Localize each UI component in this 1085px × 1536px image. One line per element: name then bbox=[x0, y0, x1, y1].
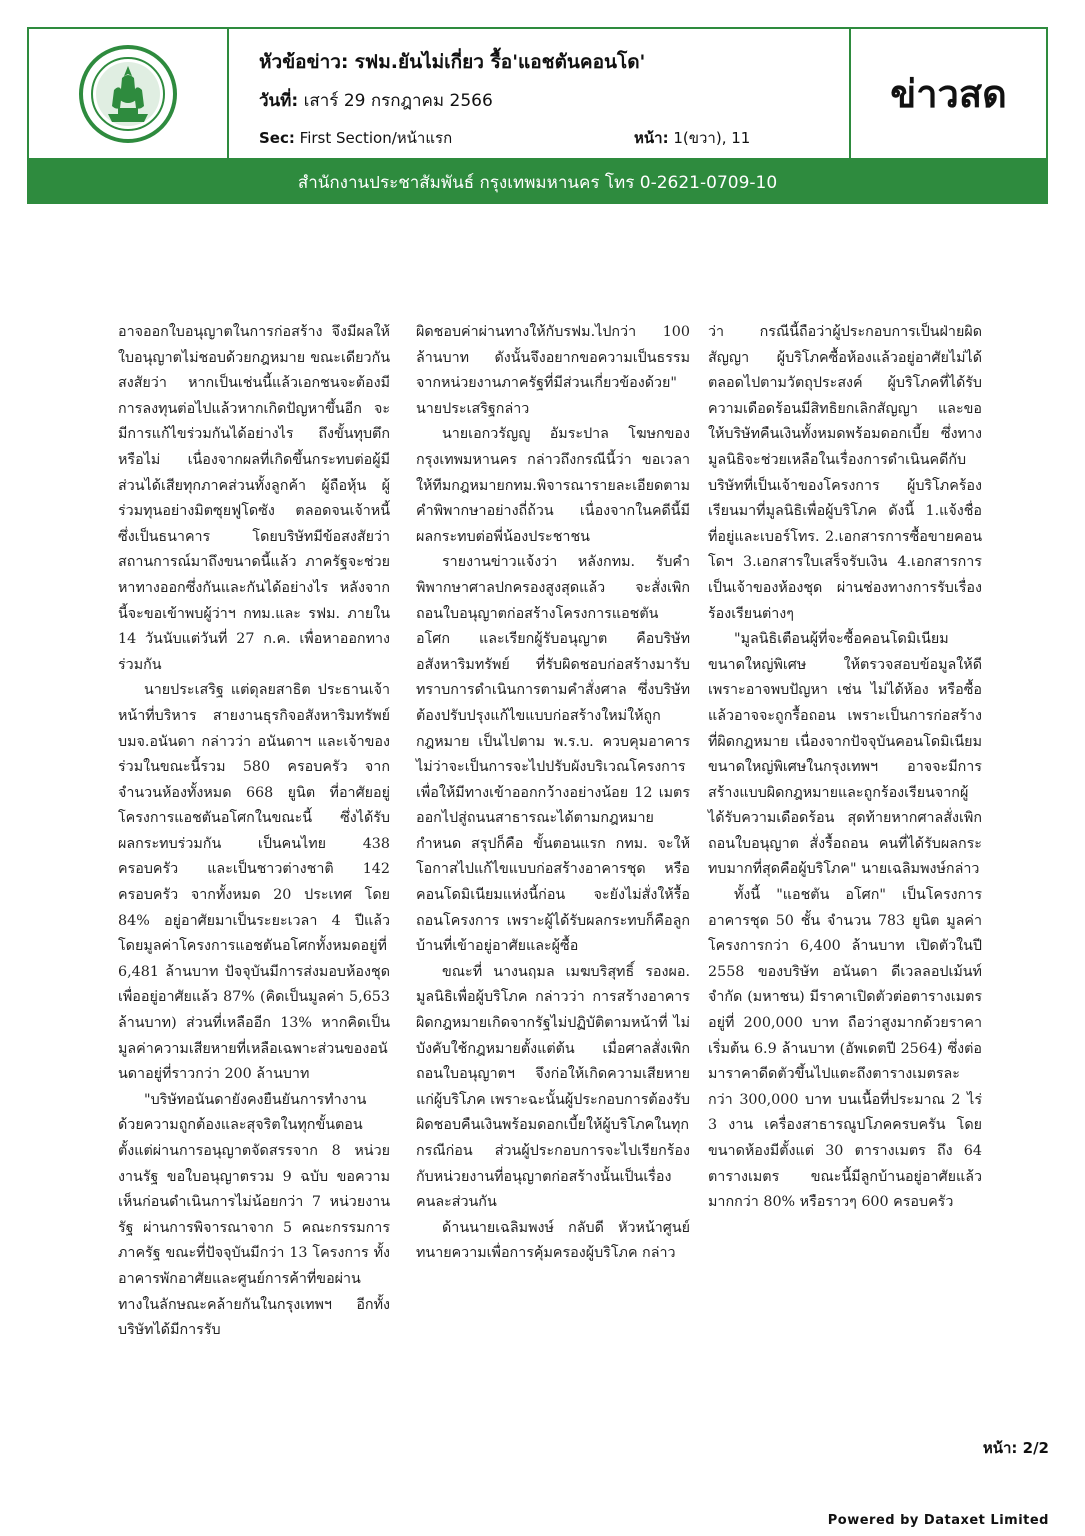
powered-by: Powered by Dataxet Limited bbox=[827, 1513, 1049, 1528]
paragraph: นายประเสริฐ แต่ดุลยสาธิต ประธานเจ้าหน้าที่บริหาร สายงานธุรกิจอสังหาริมทรัพย์ บมจ.อนันดา กล่าวว่า อนันดาฯ และเจ้าของร่วมในขณะนี้รวม 580 ครอบครัว จากจำนวนห้องทั้งหมด 668 ยูนิต ที่อาศัยอยู่โครงการแอชตันอโศกในขณะนี้ ซึ่งได้รับผลกระทบร่วมกัน เป็นคนไทย 438 ครอบครัว และเป็นชาวต่างชาติ 142 ครอบครัว จากทั้งหมด 20 ประเทศ โดย 84% อยู่อาศัยมาเป็นระยะเวลา 4 ปีแล้ว โดยมูลค่าโครงการแอชตันอโศกทั้งหมดอยู่ที่ 6,481 ล้านบาท ปัจจุบันมีการส่งมอบห้องชุดเพื่ออยู่อาศัยแล้ว 87% (คิดเป็นมูลค่า 5,653 ล้านบาท) ส่วนที่เหลืออีก 13% หากคิดเป็นมูลค่าความเสียหายที่เหลือเฉพาะส่วนของอนันดาอยู่ที่ราวกว่า 200 ล้านบาท bbox=[118, 682, 390, 1083]
section-row bbox=[259, 126, 452, 150]
paragraph: นายเอกวรัญญู อัมระปาล โฆษกของกรุงเทพมหานคร กล่าวถึงกรณีนี้ว่า ขอเวลาให้ทีมกฎหมายกทม.พิจารณารายละเอียดตามคำพิพากษาอย่างถี่ถ้วน เนื่องจากในคดีนี้มีผลกระทบต่อพี่น้องประชาชน bbox=[416, 426, 691, 545]
headline-label: หัวข้อข่าว: bbox=[259, 51, 349, 73]
page-number-label: หน้า: bbox=[982, 1439, 1018, 1457]
info-cell bbox=[229, 29, 849, 158]
paragraph: "มูลนิธิเตือนผู้ที่จะซื้อคอนโดมิเนียมขนาดใหญ่พิเศษ ให้ตรวจสอบข้อมูลให้ดี เพราะอาจพบปัญหา เช่น ไม่ได้ห้อง หรือซื้อแล้วอาจจะถูกรื้อถอน เพราะเป็นการก่อสร้างที่ผิดกฎหมาย เนื่องจากปัจจุบันคอนโดมิเนียมขนาดใหญ่พิเศษในกรุงเทพฯ อาจจะมีการสร้างแบบผิดกฎหมายและถูกร้องเรียนจากผู้ได้รับความเดือดร้อน สุดท้ายหากศาลสั่งเพิกถอนใบอนุญาต สั่งรื้อถอน คนที่ได้รับผลกระทบมากที่สุดคือผู้บริโภค" นายเฉลิมพงษ์กล่าว bbox=[708, 631, 982, 878]
page-row bbox=[634, 126, 750, 150]
contact-bar bbox=[27, 160, 1048, 204]
paragraph: ทั้งนี้ "แอชตัน อโศก" เป็นโครงการอาคารชุด 50 ชั้น จำนวน 783 ยูนิต มูลค่าโครงการกว่า 6,400 ล้านบาท เปิดตัวในปี 2558 ของบริษัท อนันดา ดีเวลลอปเม้นท์ จำกัด (มหาชน) มีราคาเปิดตัวต่อตารางเมตรอยู่ที่ 200,000 บาท ถือว่าสูงมากด้วยราคาเริ่มต้น 6.9 ล้านบาท (อัพเดตปี 2564) ซึ่งต่อมาราคาดีดตัวขึ้นไปแตะถึงตารางเมตรละกว่า 300,000 บาท บนเนื้อที่ประมาณ 2 ไร่ 3 งาน เครื่องสาธารณูปโภคครบครัน โดยขนาดห้องมีตั้งแต่ 30 ตารางเมตร ถึง 64 ตารางเมตร ขณะนี้มีลูกบ้านอยู่อาศัยแล้วมากกว่า 80% หรือราวๆ 600 ครอบครัว bbox=[708, 887, 982, 1211]
section-value: First Section/หน้าแรก bbox=[299, 129, 453, 147]
paragraph: อาจออกใบอนุญาตในการก่อสร้าง จึงมีผลให้ใบอนุญาตไม่ชอบด้วยกฎหมาย ขณะเดียวกันสงสัยว่า หากเป็นเช่นนี้แล้วเอกชนจะต้องมีการลงทุนต่อไปแล้วหากเกิดปัญหาขึ้นอีก จะมีการแก้ไขร่วมกันได้อย่างไร ถึงขั้นทุบตึกหรือไม่ เนื่องจากผลที่เกิดขึ้นกระทบต่อผู้มีส่วนได้เสียทุกภาคส่วนทั้งลูกค้า ผู้ถือหุ้น ผู้ร่วมทุนอย่างมิตซุยฟูโดซัง ตลอดจนเจ้าหนี้ซึ่งเป็นธนาคาร โดยบริษัทมีข้อสงสัยว่าสถานการณ์มาถึงขนาดนี้แล้ว ภาครัฐจะช่วยหาทางออกซึ่งกันและกันได้อย่างไร หลังจากนี้จะขอเข้าพบผู้ว่าฯ กทม.และ รฟม. ภายใน 14 วันนับแต่วันที่ 27 ก.ค. เพื่อหาออกทางร่วมกัน bbox=[118, 324, 390, 673]
paragraph: ว่า กรณีนี้ถือว่าผู้ประกอบการเป็นฝ่ายผิดสัญญา ผู้บริโภคซื้อห้องแล้วอยู่อาศัยไม่ได้ตลอดไปตามวัตถุประสงค์ ผู้บริโภคที่ได้รับความเดือดร้อนมีสิทธิยกเลิกสัญญา และขอให้บริษัทคืนเงินทั้งหมดพร้อมดอกเบี้ย ซึ่งทางมูลนิธิจะช่วยเหลือในเรื่องการดำเนินคดีกับบริษัทที่เป็นเจ้าของโครงการ ผู้บริโภคร้องเรียนมาที่มูลนิธิเพื่อผู้บริโภค ดังนี้ 1.แจ้งชื่อ ที่อยู่และเบอร์โทร. 2.เอกสารการซื้อขายคอนโดฯ 3.เอกสารใบเสร็จรับเงิน 4.เอกสารการเป็นเจ้าของห้องชุด ผ่านช่องทางการรับเรื่องร้องเรียนต่างๆ bbox=[708, 324, 982, 622]
page-label: หน้า: bbox=[634, 129, 669, 147]
paragraph: ด้านนายเฉลิมพงษ์ กลับดี หัวหน้าศูนย์ทนายความเพื่อการคุ้มครองผู้บริโภค กล่าว bbox=[416, 1219, 690, 1262]
paragraph: รายงานข่าวแจ้งว่า หลังกทม. รับคำพิพากษาศาลปกครองสูงสุดแล้ว จะสั่งเพิกถอนใบอนุญาตก่อสร้างโครงการแอชตัน อโศก และเรียกผู้รับอนุญาต คือบริษัท อสังหาริมทรัพย์ ที่รับผิดชอบก่อสร้างมารับทราบการดำเนินการตามคำสั่งศาล ซึ่งบริษัทต้องปรับปรุงแก้ไขแบบก่อสร้างใหม่ให้ถูกกฎหมาย เป็นไปตาม พ.ร.บ. ควบคุมอาคาร ไม่ว่าจะเป็นการจะไปปรับผังบริเวณโครงการ เพื่อให้มีทางเข้าออกกว้างอย่างน้อย 12 เมตร ออกไปสู่ถนนสาธารณะได้ตามกฎหมายกำหนด สรุปก็คือ ขั้นตอนแรก กทม. จะให้โอกาสไปแก้ไขแบบก่อสร้างอาคารชุด หรือคอนโดมิเนียมแห่งนี้ก่อน จะยังไม่สั่งให้รื้อถอนโครงการ เพราะผู้ได้รับผลกระทบก็คือลูกบ้านที่เข้าอยู่อาศัยและผู้ซื้อ bbox=[416, 554, 690, 955]
article-column-3 bbox=[708, 320, 982, 1216]
clipping-header bbox=[27, 27, 1048, 160]
paragraph: "บริษัทอนันดายังคงยืนยันการทำงานด้วยความถูกต้องและสุจริตในทุกขั้นตอนตั้งแต่ผ่านการอนุญาตจัดสรรจาก 8 หน่วยงานรัฐ ขอใบอนุญาตรวม 9 ฉบับ ขอความเห็นก่อนดำเนินการไม่น้อยกว่า 7 หน่วยงานรัฐ ผ่านการพิจารณาจาก 5 คณะกรรมการภาครัฐ ขณะที่ปัจจุบันมีกว่า 13 โครงการ ทั้งอาคารพักอาศัยและศูนย์การค้าที่ขอผ่านทางในลักษณะคล้ายกันในกรุงเทพฯ อีกทั้งบริษัทได้มีการรับ bbox=[118, 1091, 390, 1339]
article-column-2 bbox=[416, 320, 690, 1267]
newspaper-brand: ข่าวสด bbox=[890, 72, 1007, 116]
page-value: 1(ขวา), 11 bbox=[673, 129, 751, 147]
section-label: Sec: bbox=[259, 129, 295, 147]
date-value: เสาร์ 29 กรกฎาคม 2566 bbox=[303, 91, 493, 111]
article-column-1 bbox=[118, 320, 390, 1344]
page-number bbox=[983, 1436, 1049, 1460]
page-number-value: 2/2 bbox=[1022, 1439, 1049, 1457]
bangkok-seal-icon bbox=[78, 44, 178, 144]
brand-cell bbox=[849, 29, 1046, 158]
headline-row bbox=[259, 47, 645, 77]
logo-cell bbox=[29, 29, 229, 158]
paragraph: ขณะที่ นางนฤมล เมฆบริสุทธิ์ รองผอ. มูลนิธิเพื่อผู้บริโภค กล่าวว่า การสร้างอาคารผิดกฎหมายเกิดจากรัฐไม่ปฏิบัติตามหน้าที่ ไม่บังคับใช้กฎหมายตั้งแต่ต้น เมื่อศาลสั่งเพิกถอนใบอนุญาตฯ จึงก่อให้เกิดความเสียหายแก่ผู้บริโภค เพราะฉะนั้นผู้ประกอบการต้องรับผิดชอบคืนเงินพร้อมดอกเบี้ยให้ผู้บริโภคในทุกกรณีก่อน ส่วนผู้ประกอบการจะไปเรียกร้องกับหน่วยงานที่อนุญาตก่อสร้างนั้นเป็นเรื่องคนละส่วนกัน bbox=[416, 963, 690, 1211]
headline: รฟม.ยันไม่เกี่ยว รื้อ'แอชตันคอนโด' bbox=[354, 51, 646, 73]
paragraph: ผิดชอบค่าผ่านทางให้กับรฟม.ไปกว่า 100 ล้านบาท ดังนั้นจึงอยากขอความเป็นธรรมจากหน่วยงานภาครัฐที่มีส่วนเกี่ยวข้องด้วย" นายประเสริฐกล่าว bbox=[416, 324, 690, 417]
date-label: วันที่: bbox=[259, 91, 299, 111]
contact-bar-text: สำนักงานประชาสัมพันธ์ กรุงเทพมหานคร โทร 0-2621-0709-10 bbox=[297, 172, 778, 193]
date-row bbox=[259, 87, 493, 114]
